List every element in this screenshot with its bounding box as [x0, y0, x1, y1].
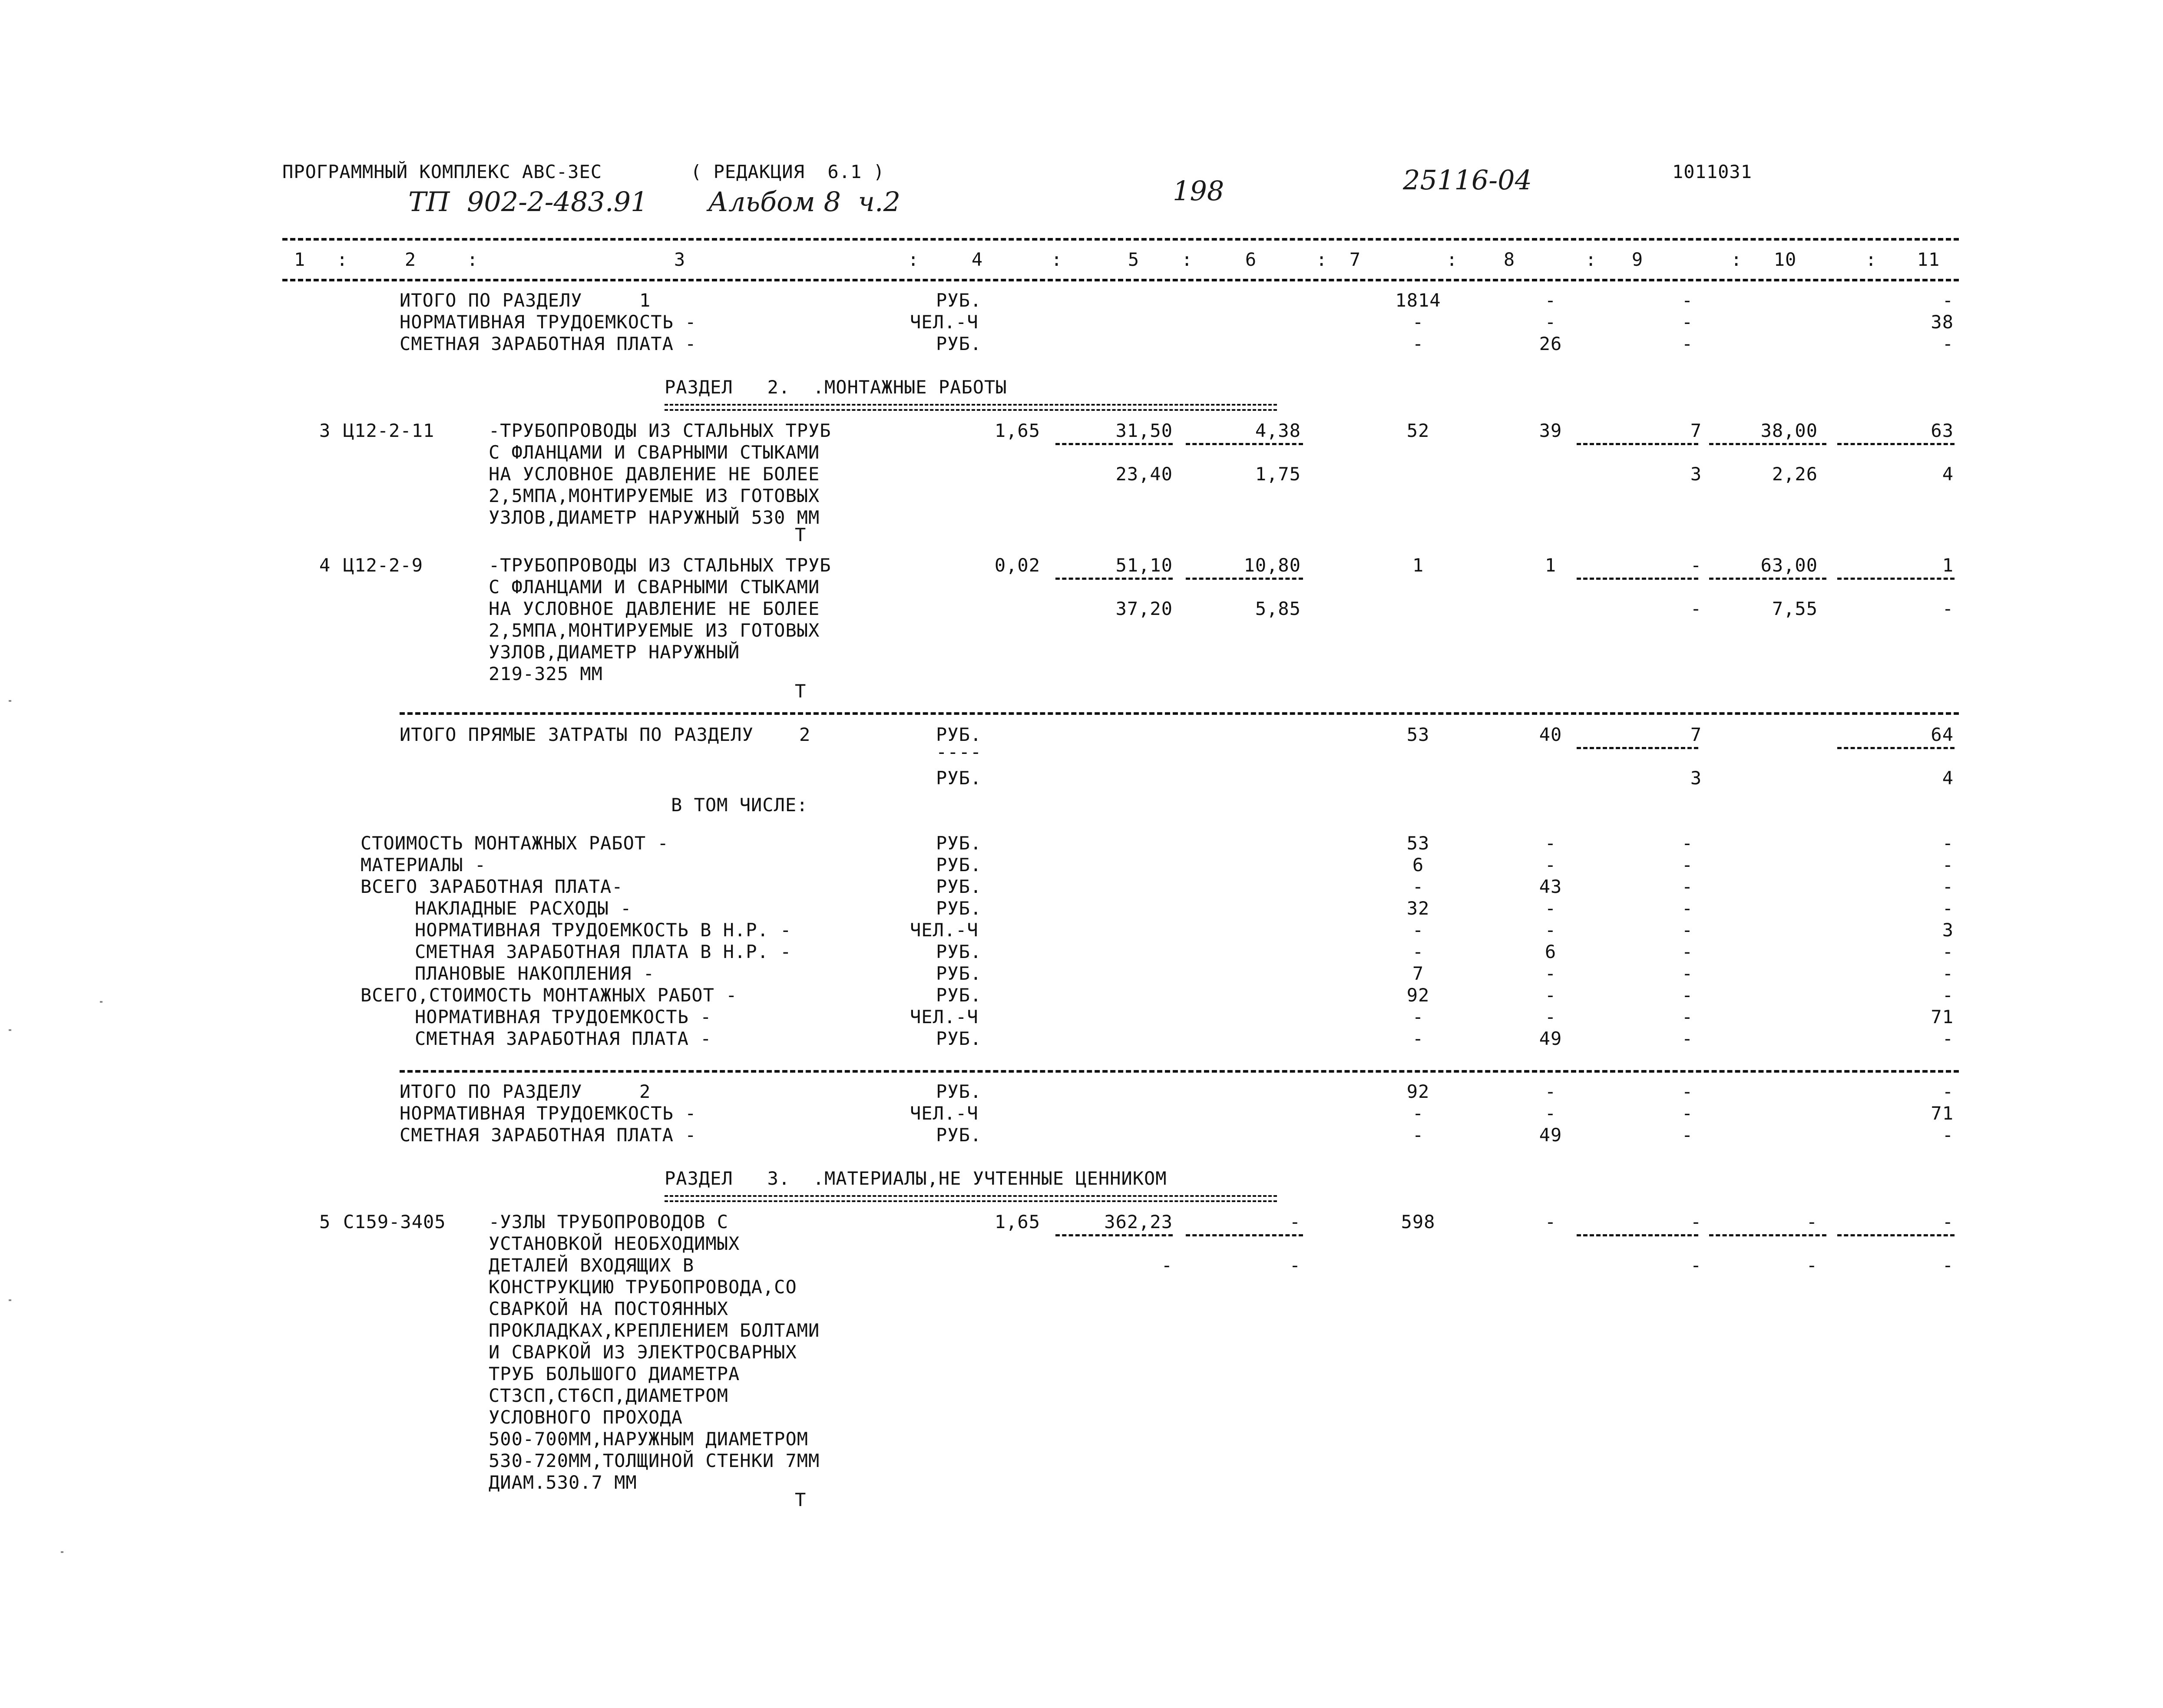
- cell-col10-wage: -: [1806, 1255, 1818, 1276]
- cell-col11: -: [1942, 1081, 1954, 1102]
- item-description-line: 2,5МПА,МОНТИРУЕМЫЕ ИЗ ГОТОВЫХ: [489, 620, 820, 641]
- direct-costs-label: ИТОГО ПРЯМЫЕ ЗАТРАТЫ ПО РАЗДЕЛУ 2: [400, 724, 811, 745]
- cell-col8: 6: [1545, 941, 1557, 962]
- cell-col7: -: [1412, 311, 1424, 333]
- handwritten-page-number: 198: [1173, 175, 1224, 207]
- subrule: [1837, 1234, 1955, 1236]
- section2-total-label: СМЕТНАЯ ЗАРАБОТНАЯ ПЛАТА -: [400, 1124, 697, 1146]
- cell-col5: 31,50: [1115, 420, 1173, 441]
- section2-totals-rule: [400, 1070, 1959, 1073]
- cell-col10-wage: 2,26: [1772, 463, 1818, 485]
- cell-col4: 1,65: [994, 420, 1040, 441]
- column-number-9: 9: [1631, 249, 1644, 270]
- item-marker: Т: [795, 681, 807, 702]
- cell-col9: -: [1681, 876, 1693, 897]
- cell-col9: -: [1681, 1103, 1693, 1124]
- cell-col7: -: [1412, 919, 1424, 941]
- cell-col8: -: [1545, 919, 1557, 941]
- cell-col7: -: [1412, 1124, 1424, 1146]
- subrule: [1837, 578, 1955, 580]
- cell-col6-wage: 5,85: [1255, 598, 1301, 619]
- item-description-line: ДИАМ.530.7 ММ: [489, 1472, 637, 1493]
- unit-label: РУБ.: [936, 1081, 982, 1102]
- item-code: Ц12-2-9: [343, 555, 423, 576]
- cell-col11-wage: 4: [1942, 463, 1954, 485]
- item-description-line: УСЛОВНОГО ПРОХОДА: [489, 1407, 683, 1428]
- item-description-line: НА УСЛОВНОЕ ДАВЛЕНИЕ НЕ БОЛЕЕ: [489, 598, 820, 619]
- section2-total-label: НОРМАТИВНАЯ ТРУДОЕМКОСТЬ -: [400, 1103, 697, 1124]
- cell-col8: -: [1545, 963, 1557, 984]
- cell-col11: -: [1942, 876, 1954, 897]
- item-number: 3: [319, 420, 331, 441]
- cell-col7: 52: [1406, 420, 1430, 441]
- cell-col8: 26: [1539, 333, 1562, 354]
- cell-col11: 1: [1942, 555, 1954, 576]
- unit-label: РУБ.: [936, 290, 982, 311]
- unit-label: РУБ.: [936, 963, 982, 984]
- cell-col10: 38,00: [1760, 420, 1818, 441]
- cell-col8: -: [1545, 1006, 1557, 1027]
- cell-col7: -: [1412, 1103, 1424, 1124]
- subrule: [1709, 1234, 1826, 1236]
- cell-col10: 63,00: [1760, 555, 1818, 576]
- item-description-line: 219-325 ММ: [489, 663, 603, 684]
- scan-speck: [9, 700, 11, 702]
- item-code: Ц12-2-11: [343, 420, 435, 441]
- scan-speck: [61, 1551, 63, 1553]
- item-description-line: 500-700ММ,НАРУЖНЫМ ДИАМЕТРОМ: [489, 1428, 809, 1450]
- column-divider: :: [1051, 249, 1063, 270]
- cell-col8: -: [1545, 1211, 1557, 1232]
- subrule: [1186, 578, 1303, 580]
- column-divider: :: [1181, 249, 1193, 270]
- item-number: 4: [319, 555, 331, 576]
- item-marker: Т: [795, 524, 807, 545]
- cell-col9: -: [1681, 290, 1693, 311]
- document-code: 1011031: [1672, 161, 1753, 182]
- cell-col6: 10,80: [1244, 555, 1301, 576]
- unit-label: РУБ.: [936, 767, 982, 789]
- breakdown-label: НОРМАТИВНАЯ ТРУДОЕМКОСТЬ В Н.Р. -: [415, 919, 792, 941]
- cell-col11: -: [1942, 1124, 1954, 1146]
- breakdown-label: СТОИМОСТЬ МОНТАЖНЫХ РАБОТ -: [360, 833, 669, 854]
- cell-col6-wage: 1,75: [1255, 463, 1301, 485]
- cell-col7: 53: [1406, 833, 1430, 854]
- item-description-line: 530-720ММ,ТОЛЩИНОЙ СТЕНКИ 7ММ: [489, 1450, 820, 1471]
- item-description-line: УЗЛОВ,ДИАМЕТР НАРУЖНЫЙ: [489, 641, 740, 663]
- cell-col7: 1: [1412, 555, 1424, 576]
- cell-col11-wage: 4: [1942, 767, 1954, 789]
- subrule: [1186, 1234, 1303, 1236]
- cell-col11-wage: -: [1942, 1255, 1954, 1276]
- column-divider: :: [337, 249, 348, 270]
- column-number-1: 1: [294, 249, 306, 270]
- cell-col10-wage: 7,55: [1772, 598, 1818, 619]
- cell-col11: 3: [1942, 919, 1954, 941]
- column-number-2: 2: [404, 249, 417, 270]
- cell-col7: 53: [1406, 724, 1430, 745]
- cell-col8: -: [1545, 898, 1557, 919]
- cell-col5-wage: 37,20: [1115, 598, 1173, 619]
- item-description-line: ПРОКЛАДКАХ,КРЕПЛЕНИЕМ БОЛТАМИ: [489, 1320, 820, 1341]
- section3-title-underline: [665, 1195, 1277, 1202]
- breakdown-label: СМЕТНАЯ ЗАРАБОТНАЯ ПЛАТА -: [415, 1028, 712, 1049]
- subrule: [1577, 578, 1698, 580]
- unit-label: РУБ.: [936, 854, 982, 875]
- subrule: [1577, 747, 1698, 749]
- breakdown-label: НОРМАТИВНАЯ ТРУДОЕМКОСТЬ -: [415, 1006, 712, 1027]
- cell-col11: -: [1942, 984, 1954, 1006]
- cell-col11: -: [1942, 941, 1954, 962]
- cell-col7: 92: [1406, 1081, 1430, 1102]
- subrule: [1186, 443, 1303, 445]
- cell-col7: 6: [1412, 854, 1424, 875]
- cell-col9: -: [1690, 555, 1702, 576]
- cell-col9: -: [1681, 984, 1693, 1006]
- column-number-11: 11: [1917, 249, 1940, 270]
- item-code: С159-3405: [343, 1211, 446, 1232]
- cell-col11-wage: -: [1942, 598, 1954, 619]
- handwritten-tp: ТП 902-2-483.91: [408, 186, 648, 218]
- item-description-line: УСТАНОВКОЙ НЕОБХОДИМЫХ: [489, 1233, 740, 1254]
- cell-col11: -: [1942, 333, 1954, 354]
- section1-total-label: НОРМАТИВНАЯ ТРУДОЕМКОСТЬ -: [400, 311, 697, 333]
- column-number-8: 8: [1503, 249, 1515, 270]
- cell-col11: 71: [1931, 1103, 1954, 1124]
- unit-label: РУБ.: [936, 898, 982, 919]
- edition: ( РЕДАКЦИЯ 6.1 ): [691, 161, 885, 182]
- subrule: [1055, 578, 1173, 580]
- item-description-line: ТРУБ БОЛЬШОГО ДИАМЕТРА: [489, 1363, 740, 1384]
- cell-col9: -: [1681, 1124, 1693, 1146]
- cell-col6: 4,38: [1255, 420, 1301, 441]
- unit-label: ЧЕЛ.-Ч: [910, 1006, 979, 1027]
- breakdown-label: ВСЕГО ЗАРАБОТНАЯ ПЛАТА-: [360, 876, 623, 897]
- breakdown-label: СМЕТНАЯ ЗАРАБОТНАЯ ПЛАТА В Н.Р. -: [415, 941, 792, 962]
- column-number-4: 4: [971, 249, 983, 270]
- column-divider: :: [1446, 249, 1458, 270]
- cell-col9-wage: 3: [1690, 463, 1702, 485]
- item-description-line: -ТРУБОПРОВОДЫ ИЗ СТАЛЬНЫХ ТРУБ: [489, 420, 831, 441]
- scan-speck: [9, 1029, 11, 1031]
- cell-col7: 92: [1406, 984, 1430, 1006]
- cell-col9: -: [1681, 898, 1693, 919]
- cell-col11: -: [1942, 963, 1954, 984]
- header-rule-top: [282, 238, 1959, 241]
- cell-col7: 598: [1401, 1211, 1435, 1232]
- section2-title-underline: [665, 404, 1277, 411]
- item-description-line: УЗЛОВ,ДИАМЕТР НАРУЖНЫЙ 530 ММ: [489, 507, 820, 528]
- cell-col9: -: [1681, 1028, 1693, 1049]
- item-description-line: 2,5МПА,МОНТИРУЕМЫЕ ИЗ ГОТОВЫХ: [489, 485, 820, 506]
- item-number: 5: [319, 1211, 331, 1232]
- handwritten-doc-number: 25116-04: [1403, 164, 1532, 196]
- section3-title: РАЗДЕЛ 3. .МАТЕРИАЛЫ,НЕ УЧТЕННЫЕ ЦЕННИКОМ: [665, 1168, 1167, 1189]
- column-number-10: 10: [1773, 249, 1797, 270]
- column-number-3: 3: [674, 249, 686, 270]
- unit-label: ЧЕЛ.-Ч: [910, 919, 979, 941]
- direct-costs-rule: [400, 712, 1959, 715]
- cell-col9: -: [1681, 963, 1693, 984]
- cell-col9: -: [1681, 941, 1693, 962]
- subrule: [1055, 443, 1173, 445]
- section1-total-label: ИТОГО ПО РАЗДЕЛУ 1: [400, 290, 651, 311]
- cell-col8: -: [1545, 1081, 1557, 1102]
- item-description-line: С ФЛАНЦАМИ И СВАРНЫМИ СТЫКАМИ: [489, 576, 820, 598]
- column-divider: :: [1731, 249, 1743, 270]
- cell-col8: -: [1545, 833, 1557, 854]
- cell-col11: -: [1942, 898, 1954, 919]
- cell-col8: 49: [1539, 1124, 1562, 1146]
- column-divider: :: [1316, 249, 1328, 270]
- cell-col9: -: [1681, 1081, 1693, 1102]
- subrule: [1837, 747, 1955, 749]
- cell-col9: -: [1681, 854, 1693, 875]
- scan-speck: [100, 1001, 103, 1003]
- item-description-line: -УЗЛЫ ТРУБОПРОВОДОВ С: [489, 1211, 729, 1232]
- section2-total-label: ИТОГО ПО РАЗДЕЛУ 2: [400, 1081, 651, 1102]
- cell-col8: -: [1545, 1103, 1557, 1124]
- cell-col7: -: [1412, 1028, 1424, 1049]
- column-number-6: 6: [1245, 249, 1257, 270]
- item-description-line: И СВАРКОЙ ИЗ ЭЛЕКТРОСВАРНЫХ: [489, 1341, 797, 1363]
- item-description-line: СВАРКОЙ НА ПОСТОЯННЫХ: [489, 1298, 729, 1319]
- breakdown-label: МАТЕРИАЛЫ -: [360, 854, 486, 875]
- header-rule-bottom: [282, 279, 1959, 281]
- column-divider: :: [908, 249, 919, 270]
- item-description-line: НА УСЛОВНОЕ ДАВЛЕНИЕ НЕ БОЛЕЕ: [489, 463, 820, 485]
- handwritten-album: Альбом 8 ч.2: [708, 186, 901, 218]
- cell-col8: 43: [1539, 876, 1562, 897]
- cell-col11: 71: [1931, 1006, 1954, 1027]
- cell-col7: -: [1412, 941, 1424, 962]
- item-description-line: ДЕТАЛЕЙ ВХОДЯЩИХ В: [489, 1255, 695, 1276]
- item-description-line: СТ3СП,СТ6СП,ДИАМЕТРОМ: [489, 1385, 729, 1406]
- cell-col7: -: [1412, 333, 1424, 354]
- cell-col9: -: [1690, 1211, 1702, 1232]
- unit-label: РУБ.: [936, 1028, 982, 1049]
- unit-label: ЧЕЛ.-Ч: [910, 311, 979, 333]
- cell-col8: -: [1545, 854, 1557, 875]
- column-divider: :: [1865, 249, 1877, 270]
- subrule: [1709, 443, 1826, 445]
- unit-label: РУБ.: [936, 876, 982, 897]
- cell-col7: 32: [1406, 898, 1430, 919]
- cell-col11: 38: [1931, 311, 1954, 333]
- unit-underline: ----: [936, 741, 982, 763]
- breakdown-label: ПЛАНОВЫЕ НАКОПЛЕНИЯ -: [415, 963, 655, 984]
- cell-col7: -: [1412, 876, 1424, 897]
- cell-col5: 51,10: [1115, 555, 1173, 576]
- cell-col11: -: [1942, 854, 1954, 875]
- item-description-line: -ТРУБОПРОВОДЫ ИЗ СТАЛЬНЫХ ТРУБ: [489, 555, 831, 576]
- breakdown-label: НАКЛАДНЫЕ РАСХОДЫ -: [415, 898, 632, 919]
- cell-col5: 362,23: [1104, 1211, 1173, 1232]
- program-name: ПРОГРАММНЫЙ КОМПЛЕКС АВС-3ЕС: [282, 161, 602, 182]
- cell-col8: 39: [1539, 420, 1562, 441]
- unit-label: РУБ.: [936, 941, 982, 962]
- cell-col9: -: [1681, 833, 1693, 854]
- cell-col9: 7: [1690, 724, 1702, 745]
- cell-col7: -: [1412, 1006, 1424, 1027]
- unit-label: ЧЕЛ.-Ч: [910, 1103, 979, 1124]
- column-divider: :: [1585, 249, 1597, 270]
- cell-col8: 1: [1545, 555, 1557, 576]
- cell-col10: -: [1806, 1211, 1818, 1232]
- cell-col6: -: [1289, 1211, 1301, 1232]
- unit-label: РУБ.: [936, 724, 982, 745]
- cell-col9: 7: [1690, 420, 1702, 441]
- cell-col9: -: [1681, 1006, 1693, 1027]
- item-marker: Т: [795, 1489, 807, 1510]
- cell-col8: 49: [1539, 1028, 1562, 1049]
- unit-label: РУБ.: [936, 333, 982, 354]
- cell-col7: 1814: [1395, 290, 1441, 311]
- cell-col9-wage: -: [1690, 598, 1702, 619]
- subrule: [1709, 578, 1826, 580]
- cell-col8: -: [1545, 290, 1557, 311]
- column-number-5: 5: [1128, 249, 1140, 270]
- item-description-line: С ФЛАНЦАМИ И СВАРНЫМИ СТЫКАМИ: [489, 442, 820, 463]
- cell-col11: 64: [1931, 724, 1954, 745]
- cell-col11: -: [1942, 1028, 1954, 1049]
- unit-label: РУБ.: [936, 833, 982, 854]
- cell-col11: -: [1942, 290, 1954, 311]
- cell-col9-wage: -: [1690, 1255, 1702, 1276]
- cell-col4: 0,02: [994, 555, 1040, 576]
- unit-label: РУБ.: [936, 1124, 982, 1146]
- cell-col9: -: [1681, 919, 1693, 941]
- cell-col8: 40: [1539, 724, 1562, 745]
- section1-total-label: СМЕТНАЯ ЗАРАБОТНАЯ ПЛАТА -: [400, 333, 697, 354]
- subrule: [1837, 443, 1955, 445]
- cell-col11: 63: [1931, 420, 1954, 441]
- cell-col4: 1,65: [994, 1211, 1040, 1232]
- column-divider: :: [467, 249, 479, 270]
- section2-title: РАЗДЕЛ 2. .МОНТАЖНЫЕ РАБОТЫ: [665, 377, 1007, 398]
- subrule: [1577, 443, 1698, 445]
- subrule: [1055, 1234, 1173, 1236]
- including-heading: В ТОМ ЧИСЛЕ:: [671, 794, 808, 816]
- cell-col7: 7: [1412, 963, 1424, 984]
- cell-col5-wage: 23,40: [1115, 463, 1173, 485]
- cell-col11: -: [1942, 833, 1954, 854]
- cell-col8: -: [1545, 984, 1557, 1006]
- cell-col9: -: [1681, 311, 1693, 333]
- scan-speck: [9, 1299, 11, 1301]
- item-description-line: КОНСТРУКЦИЮ ТРУБОПРОВОДА,СО: [489, 1276, 797, 1298]
- cell-col6-wage: -: [1289, 1255, 1301, 1276]
- breakdown-label: ВСЕГО,СТОИМОСТЬ МОНТАЖНЫХ РАБОТ -: [360, 984, 738, 1006]
- cell-col9: -: [1681, 333, 1693, 354]
- subrule: [1577, 1234, 1698, 1236]
- cell-col5-wage: -: [1161, 1255, 1173, 1276]
- cell-col9-wage: 3: [1690, 767, 1702, 789]
- column-number-7: 7: [1349, 249, 1361, 270]
- unit-label: РУБ.: [936, 984, 982, 1006]
- cell-col11: -: [1942, 1211, 1954, 1232]
- cell-col8: -: [1545, 311, 1557, 333]
